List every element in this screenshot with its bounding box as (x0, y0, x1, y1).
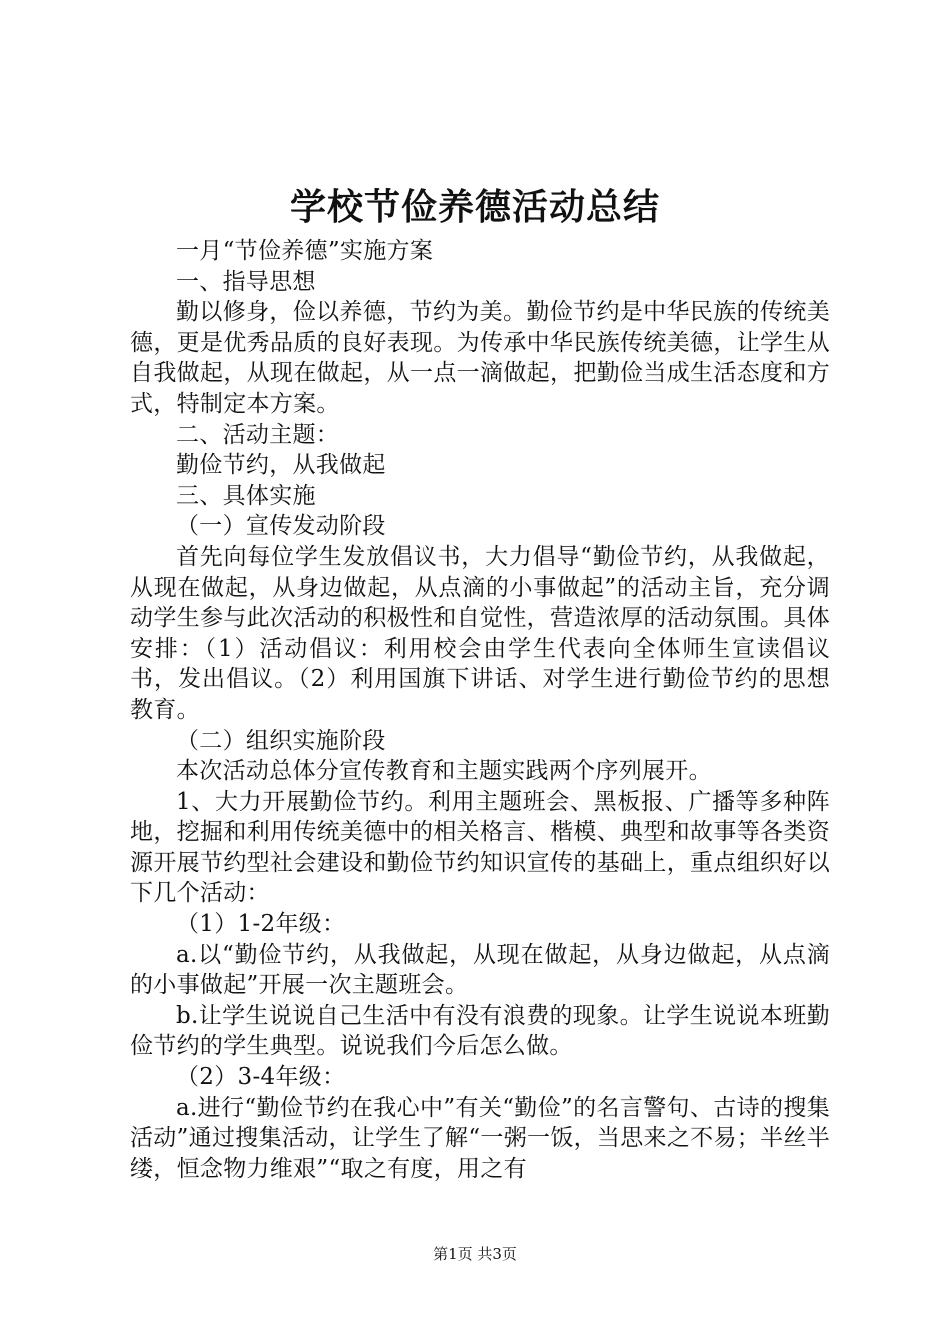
paragraph: 本次活动总体分宣传教育和主题实践两个序列展开。 (176, 758, 712, 785)
document-body (130, 236, 830, 1184)
subsection-heading: （一）宣传发动阶段 (176, 513, 386, 540)
grade-heading: （2）3-4年级： (176, 1064, 346, 1091)
paragraph: 勤以修身，俭以养德，节约为美。勤俭节约是中华民族的传统美德，更是优秀品质的良好表现。为传承中华民族传统美德，让学生从自我做起，从现在做起，从一点一滴做起，把勤俭当成生活态度和方式，特制定本方案。 (130, 299, 830, 417)
paragraph: a.以“勤俭节约，从我做起，从现在做起，从身边做起，从点滴的小事做起”开展一次主题班会。 (130, 941, 830, 999)
subsection-heading: （二）组织实施阶段 (176, 727, 386, 754)
section-heading: 二、活动主题： (176, 421, 340, 448)
paragraph: a.进行“勤俭节约在我心中”有关“勤俭”的名言警句、古诗的搜集活动”通过搜集活动，让学生了解“一粥一饭，当思来之不易；半丝半缕，恒念物力维艰”“取之有度，用之有 (130, 1094, 830, 1182)
grade-heading: （1）1-2年级： (176, 911, 346, 938)
document-title: 学校节俭养德活动总结 (289, 187, 660, 228)
paragraph: 首先向每位学生发放倡议书，大力倡导“勤俭节约，从我做起，从现在做起，从身边做起，从点滴的小事做起”的活动主旨，充分调动学生参与此次活动的积极性和自觉性，营造浓厚的活动氛围。具体安排：（1）活动倡议：利用校会由学生代表向全体师生宣读倡议书，发出倡议。（2）利用国旗下讲话、对学生进行勤俭节约的思想教育。 (130, 543, 830, 723)
page-footer: 第1页 共3页 (433, 1245, 517, 1263)
paragraph: 1、大力开展勤俭节约。利用主题班会、黑板报、广播等多种阵地，挖掘和利用传统美德中的相关格言、楷模、典型和故事等各类资源开展节约型社会建设和勤俭节约知识宣传的基础上，重点组织好以下几个活动： (130, 788, 830, 907)
section-heading: 一、指导思想 (176, 268, 316, 295)
section-heading: 三、具体实施 (176, 482, 316, 509)
paragraph: 勤俭节约，从我做起 (176, 452, 386, 479)
paragraph: 一月“节俭养德”实施方案 (176, 238, 434, 264)
paragraph: b.让学生说说自己生活中有没有浪费的现象。让学生说说本班勤俭节约的学生典型。说说我们今后怎么做。 (130, 1002, 830, 1060)
